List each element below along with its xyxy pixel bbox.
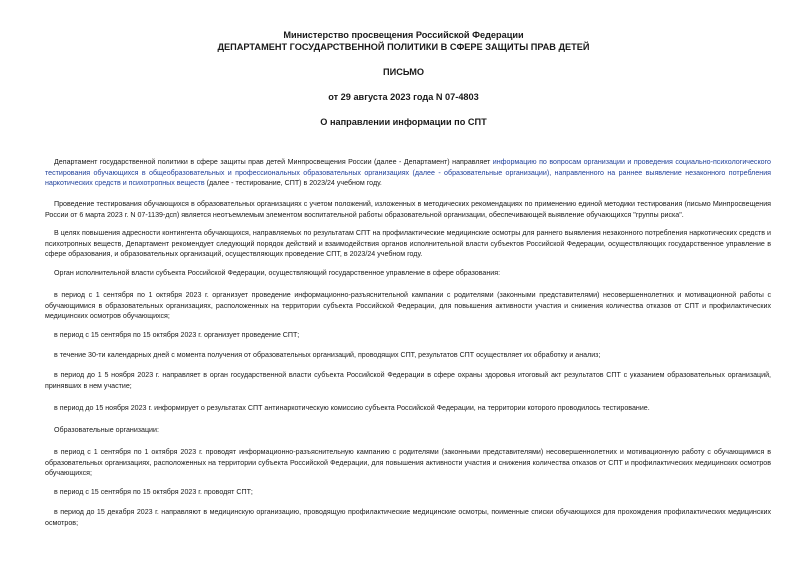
document-type: ПИСЬМО <box>382 67 425 77</box>
list-item: в период до 15 ноября 2023 г. информирует о результатах СПТ антинаркотическую комиссию субъекта Российской Федерации, на территории которого проводилось тестирование. <box>54 404 650 412</box>
list-item: в период до 15 декабря 2023 г. направляют в медицинскую организацию, проводящую профилактические медицинские осмотры, поименные списки обучающихся для прохождения профилактических медицинских осмотров; <box>45 508 771 527</box>
paragraph-testing-role: Проведение тестирования обучающихся в образовательных организациях с учетом положений, изложенных в методических рекомендациях по применению единой методики тестирования (письмо Минпросвещения России от 6 марта 2023 г. N 07-1139-дсп) является неотъемлемым элементом воспитательной работы образовательной организации, обеспечивающей выявление обучающихся "группы риска". <box>45 200 771 219</box>
paragraph-regional-authority: Орган исполнительной власти субъекта Российской Федерации, осуществляющий государственное управление в сфере образования: <box>54 269 501 277</box>
paragraph-intro-text-a: Департамент государственной политики в сфере защиты прав детей Минпросвещения России (далее - Департамент) направляет <box>54 158 493 166</box>
info-link[interactable]: информацию по вопросам организации и проведения социально-психологического тестирования обучающихся в общеобразовательных и профессиональных образовательных организациях (далее - образовательные организации), направленного на раннее выявление незаконного потребления наркотических средств и психотропных веществ <box>45 158 771 187</box>
list-item: в период до 1 5 ноября 2023 г. направляет в орган государственной власти субъекта Российской Федерации в сфере охраны здоровья итоговый акт результатов СПТ с указанием образовательных организаций, принявших в нем участие; <box>45 371 771 390</box>
document-subject: О направлении информации по СПТ <box>320 117 487 127</box>
paragraph-recommendation: В целях повышения адресности контингента обучающихся, направляемых по результатам СПТ на профилактические медицинские осмотры для раннего выявления незаконного потребления наркотических средств и психотропных веществ, Департамент рекомендует следующий порядок действий и взаимодействия органов исполнительной власти субъектов Российской Федерации, осуществляющих государственное управление в сфере образования, и образовательных организаций, осуществляющих проведение СПТ, в 2023/24 учебном году. <box>45 229 771 258</box>
list-item: в период с 1 сентября по 1 октября 2023 г. организует проведение информационно-разъяснительной кампании с родителями (законными представителями) несовершеннолетних и мотивационной работы с обучающимися в образовательных организациях, расположенных на территории субъекта Российской Федерации, для повышения активности участия и снижения количества отказов от СПТ и профилактических медицинских осмотров обучающихся; <box>45 291 771 320</box>
paragraph-intro <box>45 157 771 189</box>
list-item: в период с 1 сентября по 1 октября 2023 г. проводят информационно-разъяснительную кампанию с родителями (законными представителями) несовершеннолетних и мотивационную работу с обучающимися в образовательных организациях, расположенных на территории субъекта Российской Федерации, для повышения активности участия и снижения количества отказов от СПТ и профилактических медицинских осмотров обучающихся; <box>45 448 771 477</box>
list-item: в период с 15 сентября по 15 октября 2023 г. организует проведение СПТ; <box>54 331 300 339</box>
list-item: в течение 30-ти календарных дней с момента получения от образовательных организаций, проводящих СПТ, результатов СПТ осуществляет их обработку и анализ; <box>54 351 601 359</box>
ministry-name: Министерство просвещения Российской Федерации <box>283 30 524 40</box>
paragraph-intro-text-b: (далее - тестирование, СПТ) в 2023/24 учебном году. <box>204 179 382 187</box>
document-date-number: от 29 августа 2023 года N 07-4803 <box>328 92 479 102</box>
list-item: в период с 15 сентября по 15 октября 2023 г. проводят СПТ; <box>54 488 253 496</box>
paragraph-edu-orgs: Образовательные организации: <box>54 426 159 434</box>
department-name: ДЕПАРТАМЕНТ ГОСУДАРСТВЕННОЙ ПОЛИТИКИ В СФЕРЕ ЗАЩИТЫ ПРАВ ДЕТЕЙ <box>217 42 590 52</box>
